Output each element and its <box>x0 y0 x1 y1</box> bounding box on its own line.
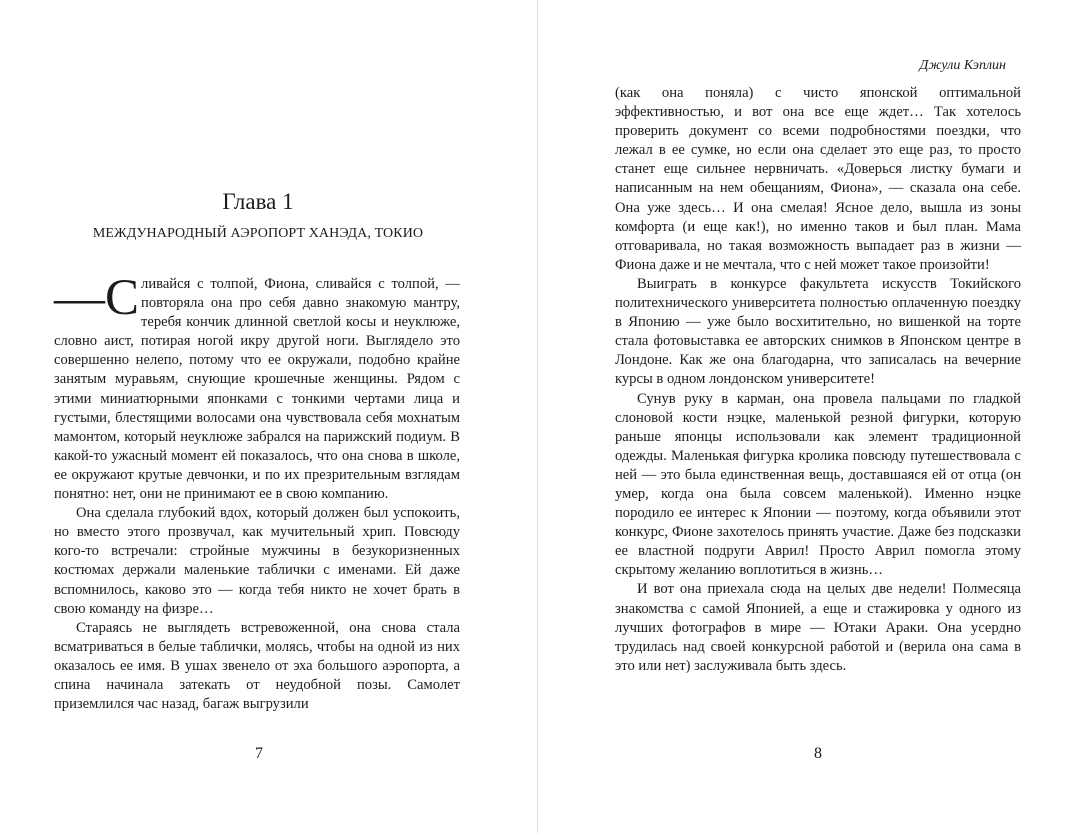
paragraph: (как она поняла) с чисто японской оптимальной эффективностью, и вот она все еще ждет… Так хотелось проверить документ со всеми подробностями поездки, что лежал в ее сумке, но если она сделает это еще раз, то просто станет еще сильнее нервничать. «Доверься листку бумаги и написанным на нем обещаниям, Фиона», — сказала она себе. Она уже здесь… И она смелая! Ясное дело, вышла из зоны комфорта (и еще как!), но именно таков и был план. Мама отговаривала, но такая возможность выпадает раз в жизни — Фиона даже и не мечтала, что с ней может такое произойти! <box>615 85 1021 273</box>
drop-cap: —С <box>54 270 140 326</box>
paragraph: Она сделала глубокий вдох, который должен был успокоить, но вместо этого прозвучал, как мучительный хрип. Повсюду кого-то встречали: стройные мужчины в безукоризненных костюмах держали маленькие таблички с именами. Ей даже вспомнилось, каково это — когда тебя никто не хочет брать в свою команду на физре… <box>54 505 460 617</box>
left-page-body <box>54 270 460 714</box>
paragraph <box>54 270 460 504</box>
page-number: 8 <box>814 745 822 762</box>
page-number: 7 <box>255 745 263 762</box>
paragraph: Сунув руку в карман, она провела пальцами по гладкой слоновой кости нэцке, маленькой резной фигурки, которую раньше японцы использовали как элемент традиционной одежды. Маленькая фигурка кролика повсюду путешествовала с ней — это была единственная вещь, доставшаяся ей от отца (он умер, когда она была совсем маленькой). Именно нэцке породило ее интерес к Японии — поэтому, когда объявили этот конкурс, Фионе захотелось принять участие. Даже без подсказки ее властной подруги Аврил! Просто Аврил помогла этому скрытому желанию воплотиться в жизнь… <box>615 390 1021 579</box>
paragraph: И вот она приехала сюда на целых две недели! Полмесяца знакомства с самой Японией, а еще и стажировка у одного из лучших фотографов в мире — Ютаки Араки. Она усердно трудилась над своей конкурсной работой и (верила она сама в это или нет) заслуживала быть здесь. <box>615 581 1021 674</box>
chapter-subtitle: МЕЖДУНАРОДНЫЙ АЭРОПОРТ ХАНЭДА, ТОКИО <box>92 226 424 241</box>
running-head-author: Джули Кэплин <box>919 58 1006 73</box>
paragraph-text: ливайся с толпой, Фиона, сливайся с толпой, — повторяла она про себя давно знакомую мантру, теребя кончик длинной светлой косы и неуклюже, словно аист, потирая ногой икру другой ноги. Выглядело это совершенно нелепо, потому что ее окружали, подобно крайне занятым муравьям, снующие крошечные женщины. Рядом с этими миниатюрными японками с тонкими чертами лица и густыми, блестящими волосами она чувствовала себя мохнатым мамонтом, который неуклюже забрался на парижский подиум. В какой-то ужасный момент ей показалось, что она снова в школе, ее окружают крутые девчонки, и по их презрительным взглядам понятно: нет, они не принимают ее в свою компанию. <box>54 276 460 503</box>
paragraph: Выиграть в конкурсе факультета искусств Токийского политехнического университета полностью оплаченную поездку в Японию — уже было восхитительно, но вишенкой на торте стала фотовыставка ее авторских снимков в Японском центре в Лондоне. Как же она благодарна, что записалась на вечерние курсы в одном лондонском университете! <box>615 275 1021 388</box>
chapter-title: Глава 1 <box>222 189 294 214</box>
paragraph: Стараясь не выглядеть встревоженной, она снова стала всматриваться в белые таблички, молясь, чтобы на одной из них оказалось ее имя. В ушах звенело от эха большого аэропорта, а спина начинала затекать от неудобной позы. Самолет приземлился час назад, багаж выгрузили <box>54 619 460 713</box>
right-page <box>538 0 1076 833</box>
right-page-body <box>615 84 1021 676</box>
